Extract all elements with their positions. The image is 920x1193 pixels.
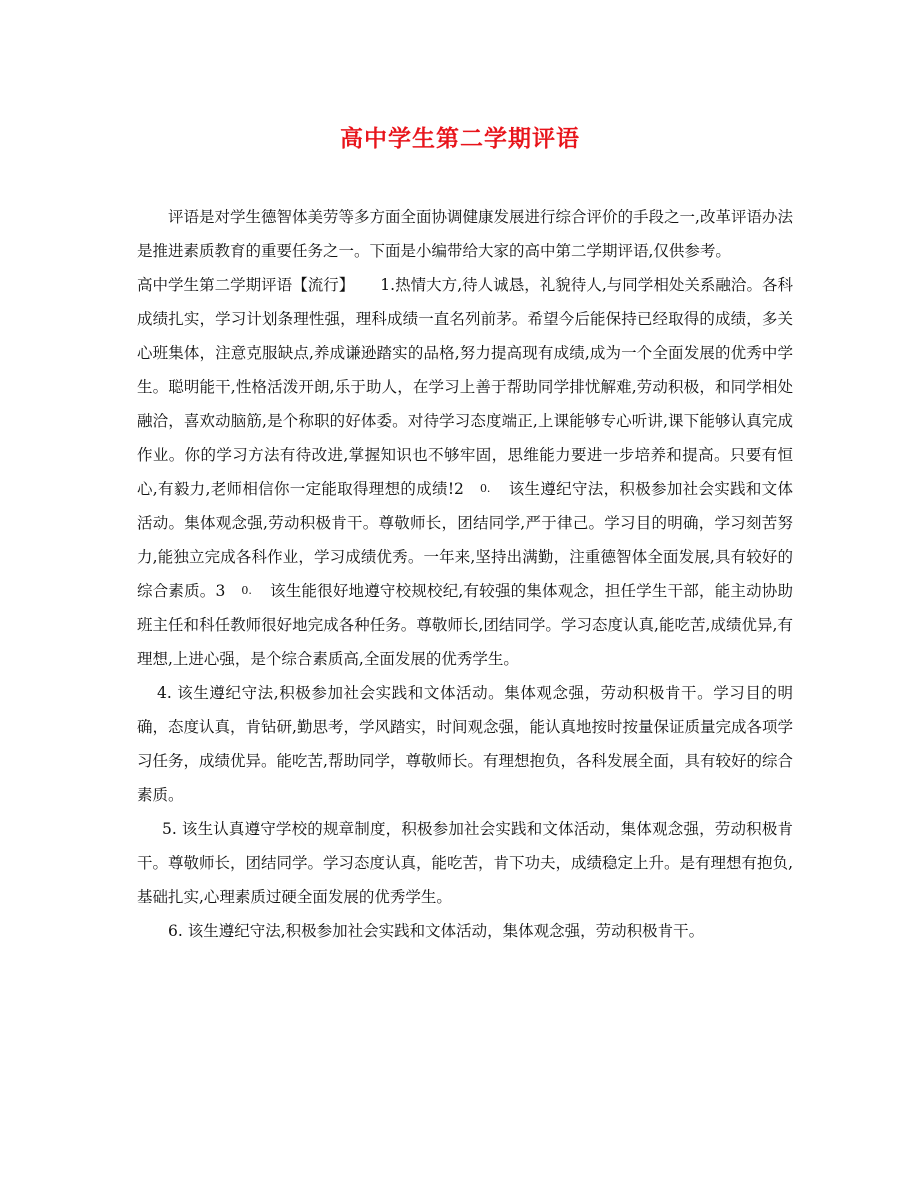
document-body (137, 200, 793, 948)
item2-text: 该生遵纪守法，积极参加社会实践和文体活动。集体观念强,劳动积极肯干。尊敬师长，团结同学,严于律己。学习目的明确，学习刻苦努力,能独立完成各科作业，学习成绩优秀。一年来,坚持出满勤，注重德智体全面发展,具有较好的综合素质。3 (137, 480, 793, 600)
item6-paragraph: 6. 该生遵纪守法,积极参加社会实践和文体活动，集体观念强，劳动积极肯干。 (168, 922, 705, 940)
page-title: 高中学生第二学期评语 (340, 125, 580, 152)
item3-text: 该生能很好地遵守校规校纪,有较强的集体观念，担任学生干部，能主动协助班主任和科任教师很好地完成各种任务。尊敬师长,团结同学。学习态度认真,能吃苦,成绩优异,有理想,上进心强，是个综合素质高,全面发展的优秀学生。 (137, 582, 793, 668)
item1-text: 热情大方,待人诚恳，礼貌待人,与同学相处关系融洽。各科成绩扎实，学习计划条理性强，理科成绩一直名列前茅。希望今后能保持已经取得的成绩，多关心班集体，注意克服缺点,养成谦逊踏实的品格,努力提高现有成绩,成为一个全面发展的优秀中学生。聪明能干,性格活泼开朗,乐于助人，在学习上善于帮助同学排忧解难,劳动积极，和同学相处融洽，喜欢动脑筋,是个称职的好体委。对待学习态度端正,上课能够专心听讲,课下能够认真完成作业。你的学习方法有待改进,掌握知识也不够牢固，思维能力要进一步培养和提高。只要有恒心,有毅力,老师相信你一定能取得理想的成绩!2 (137, 276, 793, 498)
item4-paragraph: 4. 该生遵纪守法,积极参加社会实践和文体活动。集体观念强，劳动积极肯干。学习目的明确，态度认真，肯钻研,勤思考，学风踏实，时间观念强，能认真地按时按量保证质量完成各项学习任务，成绩优异。能吃苦,帮助同学，尊敬师长。有理想抱负，各科发展全面，具有较好的综合素质。 (137, 684, 793, 804)
section-heading: 高中学生第二学期评语【流行】 (137, 276, 355, 294)
intro-paragraph: 评语是对学生德智体美劳等多方面全面协调健康发展进行综合评价的手段之一,改革评语办法是推进素质教育的重要任务之一。下面是小编带给大家的高中第二学期评语,仅供参考。 (137, 208, 793, 260)
item3-mark: 0. (241, 584, 252, 597)
item5-paragraph: 5. 该生认真遵守学校的规章制度，积极参加社会实践和文体活动，集体观念强，劳动积极肯干。尊敬师长，团结同学。学习态度认真，能吃苦，肯下功夫，成绩稳定上升。是有理想有抱负,基础扎实,心理素质过硬全面发展的优秀学生。 (137, 820, 793, 906)
item2-mark: 0. (479, 482, 491, 495)
main-paragraph (137, 268, 793, 676)
item1-number: 1. (380, 276, 396, 294)
